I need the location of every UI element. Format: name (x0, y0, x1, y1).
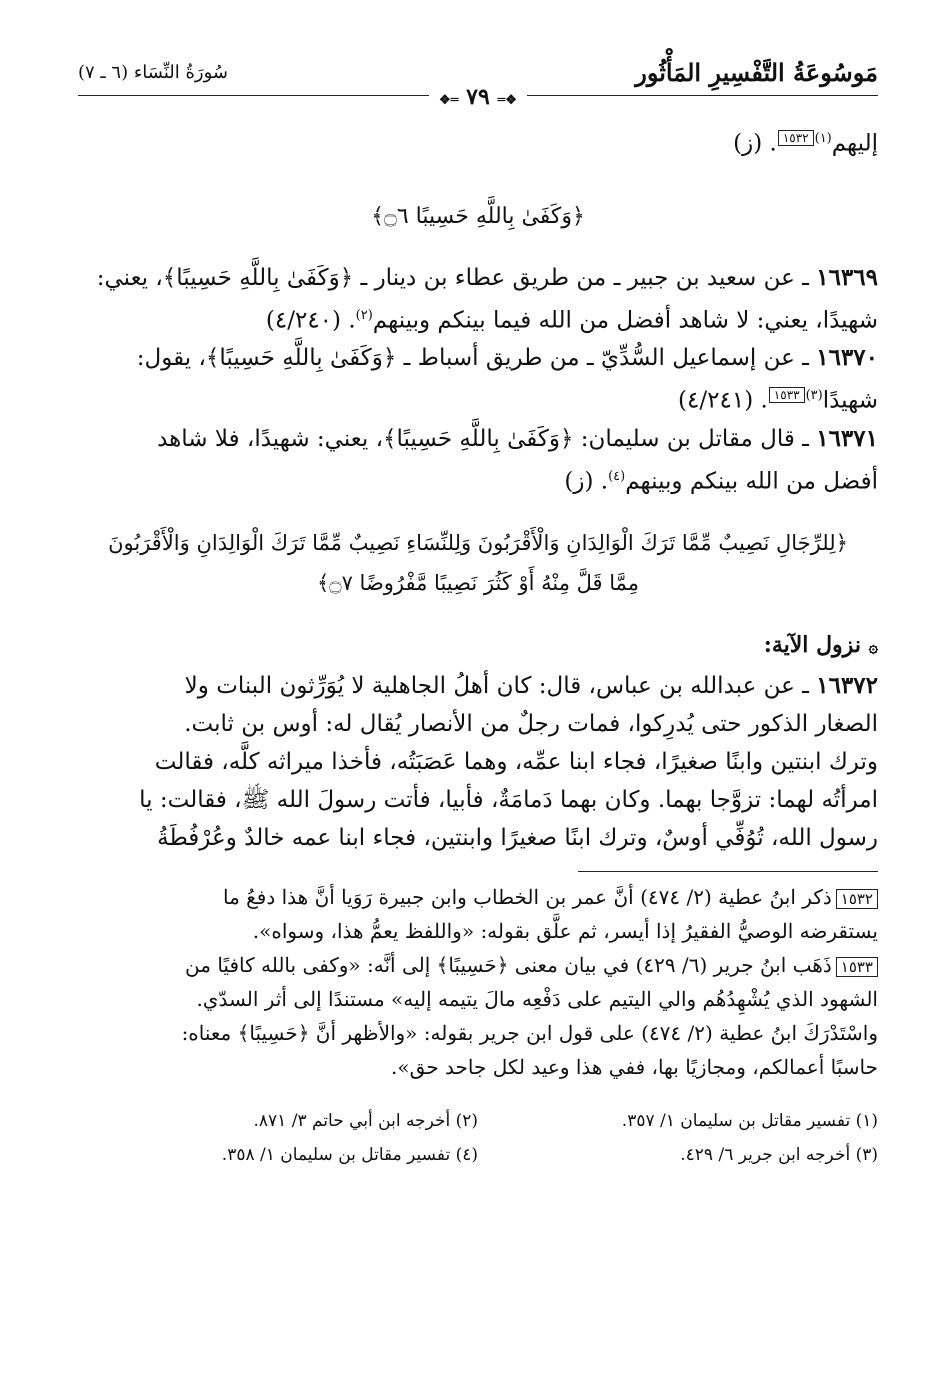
ornament-icon: ❖═ (497, 93, 517, 108)
footnote-ref: (٣) (805, 388, 823, 404)
footnote-ref: (٢) (355, 307, 373, 323)
narration-number: ١٦٣٦٩ (816, 263, 878, 291)
surah-title: سُورَةُ النِّسَاء (٦ ـ ٧) (78, 62, 228, 83)
section-star-icon: ۞ (868, 636, 878, 656)
narration-number: ١٦٣٧٢ (816, 671, 878, 699)
footnote-ref: (٤) (608, 468, 626, 484)
narration-tail: . (٤/٢٤١) (678, 387, 768, 414)
footnotes (78, 1106, 878, 1170)
section-title-text: نزول الآية: (763, 631, 861, 658)
comment-ref-box: ١٥٣٣ (769, 387, 805, 403)
intro-tail: . (ز) (733, 130, 777, 157)
page-header (78, 50, 878, 120)
footnote: (٣) أخرجه ابن جرير ٦/ ٤٢٩. (680, 1144, 878, 1165)
comment-text: يستقرضه الوصيُّ الفقيرُ إذا أيسر، ثم علَّق بقوله: «واللفظ يعمُّ هذا، وسواه». (252, 918, 878, 943)
narration-text: وترك ابنتين وابنًا صغيرًا، فجاء ابنا عمِّه، وهما عَصَبَتُه، فأخذا ميراثه كلَّه، فقالت (154, 748, 878, 775)
narration-text: أفضل من الله بينكم وبينهم (625, 468, 878, 495)
intro-line (78, 120, 878, 163)
book-title: مَوسُوعَةُ التَّفْسِيرِ المَأْثُور (635, 58, 878, 87)
comment-ref-box: ١٥٣٢ (778, 130, 814, 146)
comment-block (78, 948, 878, 1084)
comment-number-box: ١٥٣٢ (836, 889, 878, 909)
narration-text: الصغار الذكور حتى يُدرِكوا، فمات رجلٌ من الأنصار يُقال له: أوس بن ثابت. (184, 710, 878, 737)
narration (78, 667, 878, 857)
comments-divider (578, 871, 878, 872)
intro-text: إليهم (831, 130, 878, 157)
footnote: (١) تفسير مقاتل بن سليمان ١/ ٣٥٧. (621, 1110, 878, 1131)
page (78, 50, 878, 1170)
narration-number: ١٦٣٧٠ (816, 344, 878, 372)
comment-text: ذكر ابنُ عطية (٢/ ٤٧٤) أنَّ عمر بن الخطاب وابن جبيرة رَوَيا أنَّ هذا دفعُ ما (222, 884, 832, 909)
narration-text: شهيدًا (822, 387, 878, 414)
narration-text: ـ عن سعيد بن جبير ـ من طريق عطاء بن دينار ـ ﴿وَكَفَىٰ بِاللَّهِ حَسِيبًا﴾، يعني: (96, 264, 809, 291)
comment-block (78, 880, 878, 948)
comment-text: واسْتَدْرَكَ ابنُ عطية (٢/ ٤٧٤) على قول ابن جرير بقوله: «والأظهر أنَّ ﴿حَسِيبًا﴾ معناه: (181, 1020, 878, 1045)
page-number-value: ٧٩ (466, 84, 490, 110)
comment-text: حاسبًا أعمالكم، ومجازيًا بها، ففي هذا وعيد لكل جاحد حق». (391, 1054, 878, 1079)
page-number-wrap (78, 84, 878, 110)
page-number (429, 84, 527, 110)
quran-verse: ﴿وَكَفَىٰ بِاللَّهِ حَسِيبًا ۝٦﴾ (371, 203, 585, 229)
narration (78, 259, 878, 340)
footnote: (٤) تفسير مقاتل بن سليمان ١/ ٣٥٨. (221, 1144, 478, 1165)
narration-text: امرأتُه لهما: تزوَّجا بهما. وكان بهما دَمامَةٌ، فأبيا، فأتت رسولَ الله ﷺ، فقالت: يا (139, 786, 878, 813)
comment-text: الشهود الذي يُشْهِدُهُم والي اليتيم على دَفْعِه مالَ يتيمه إليه» مستندًا إلى أثر السدّي. (196, 986, 878, 1011)
narration (78, 339, 878, 420)
footnote: (٢) أخرجه ابن أبي حاتم ٣/ ٨٧١. (253, 1110, 478, 1131)
narration-text: ـ عن عبدالله بن عباس، قال: كان أهلُ الجاهلية لا يُوَرِّثون البنات ولا (184, 672, 809, 699)
narration-number: ١٦٣٧١ (816, 424, 878, 452)
comment-text: ذَهَب ابنُ جرير (٦/ ٤٢٩) في بيان معنى ﴿حَسِيبًا﴾ إلى أنَّه: «وكفى بالله كافيًا من (185, 952, 832, 977)
narration-text: رسول الله، تُوُفِّي أوسٌ، وترك ابنًا صغيرًا وابنتين، فجاء ابنا عمه خالدٌ وعُرْفُطَةُ (157, 824, 878, 851)
ornament-icon: ═❖ (439, 93, 459, 108)
narration-text: ـ عن إسماعيل السُّدِّيّ ـ من طريق أسباط ـ ﴿وَكَفَىٰ بِاللَّهِ حَسِيبًا﴾، يقول: (136, 345, 809, 372)
narration-text: ـ قال مقاتل بن سليمان: ﴿وَكَفَىٰ بِاللَّهِ حَسِيبًا﴾، يعني: شهيدًا، فلا شاهد (157, 425, 809, 452)
narration-tail: . (ز) (564, 468, 609, 495)
section-title (78, 625, 878, 667)
narration (78, 420, 878, 501)
narration-tail: . (٤/٢٤٠) (265, 307, 356, 334)
footnote-ref: (١) (814, 131, 832, 146)
comment-number-box: ١٥٣٣ (836, 957, 878, 977)
narration-text: شهيدًا، يعني: لا شاهد أفضل من الله فيما بينكم وبينهم (372, 307, 878, 334)
quran-verse: ﴿لِلرِّجَالِ نَصِيبٌ مِّمَّا تَرَكَ الْوَالِدَانِ وَالْأَقْرَبُونَ وَلِلنِّسَاءِ نَصِيبٌ مِّمَّا تَرَكَ الْوَالِدَانِ وَالْأَقْرَبُونَ (108, 530, 848, 555)
quran-verse: مِمَّا قَلَّ مِنْهُ أَوْ كَثُرَ نَصِيبًا مَّفْرُوضًا ۝٧﴾ (316, 570, 640, 595)
